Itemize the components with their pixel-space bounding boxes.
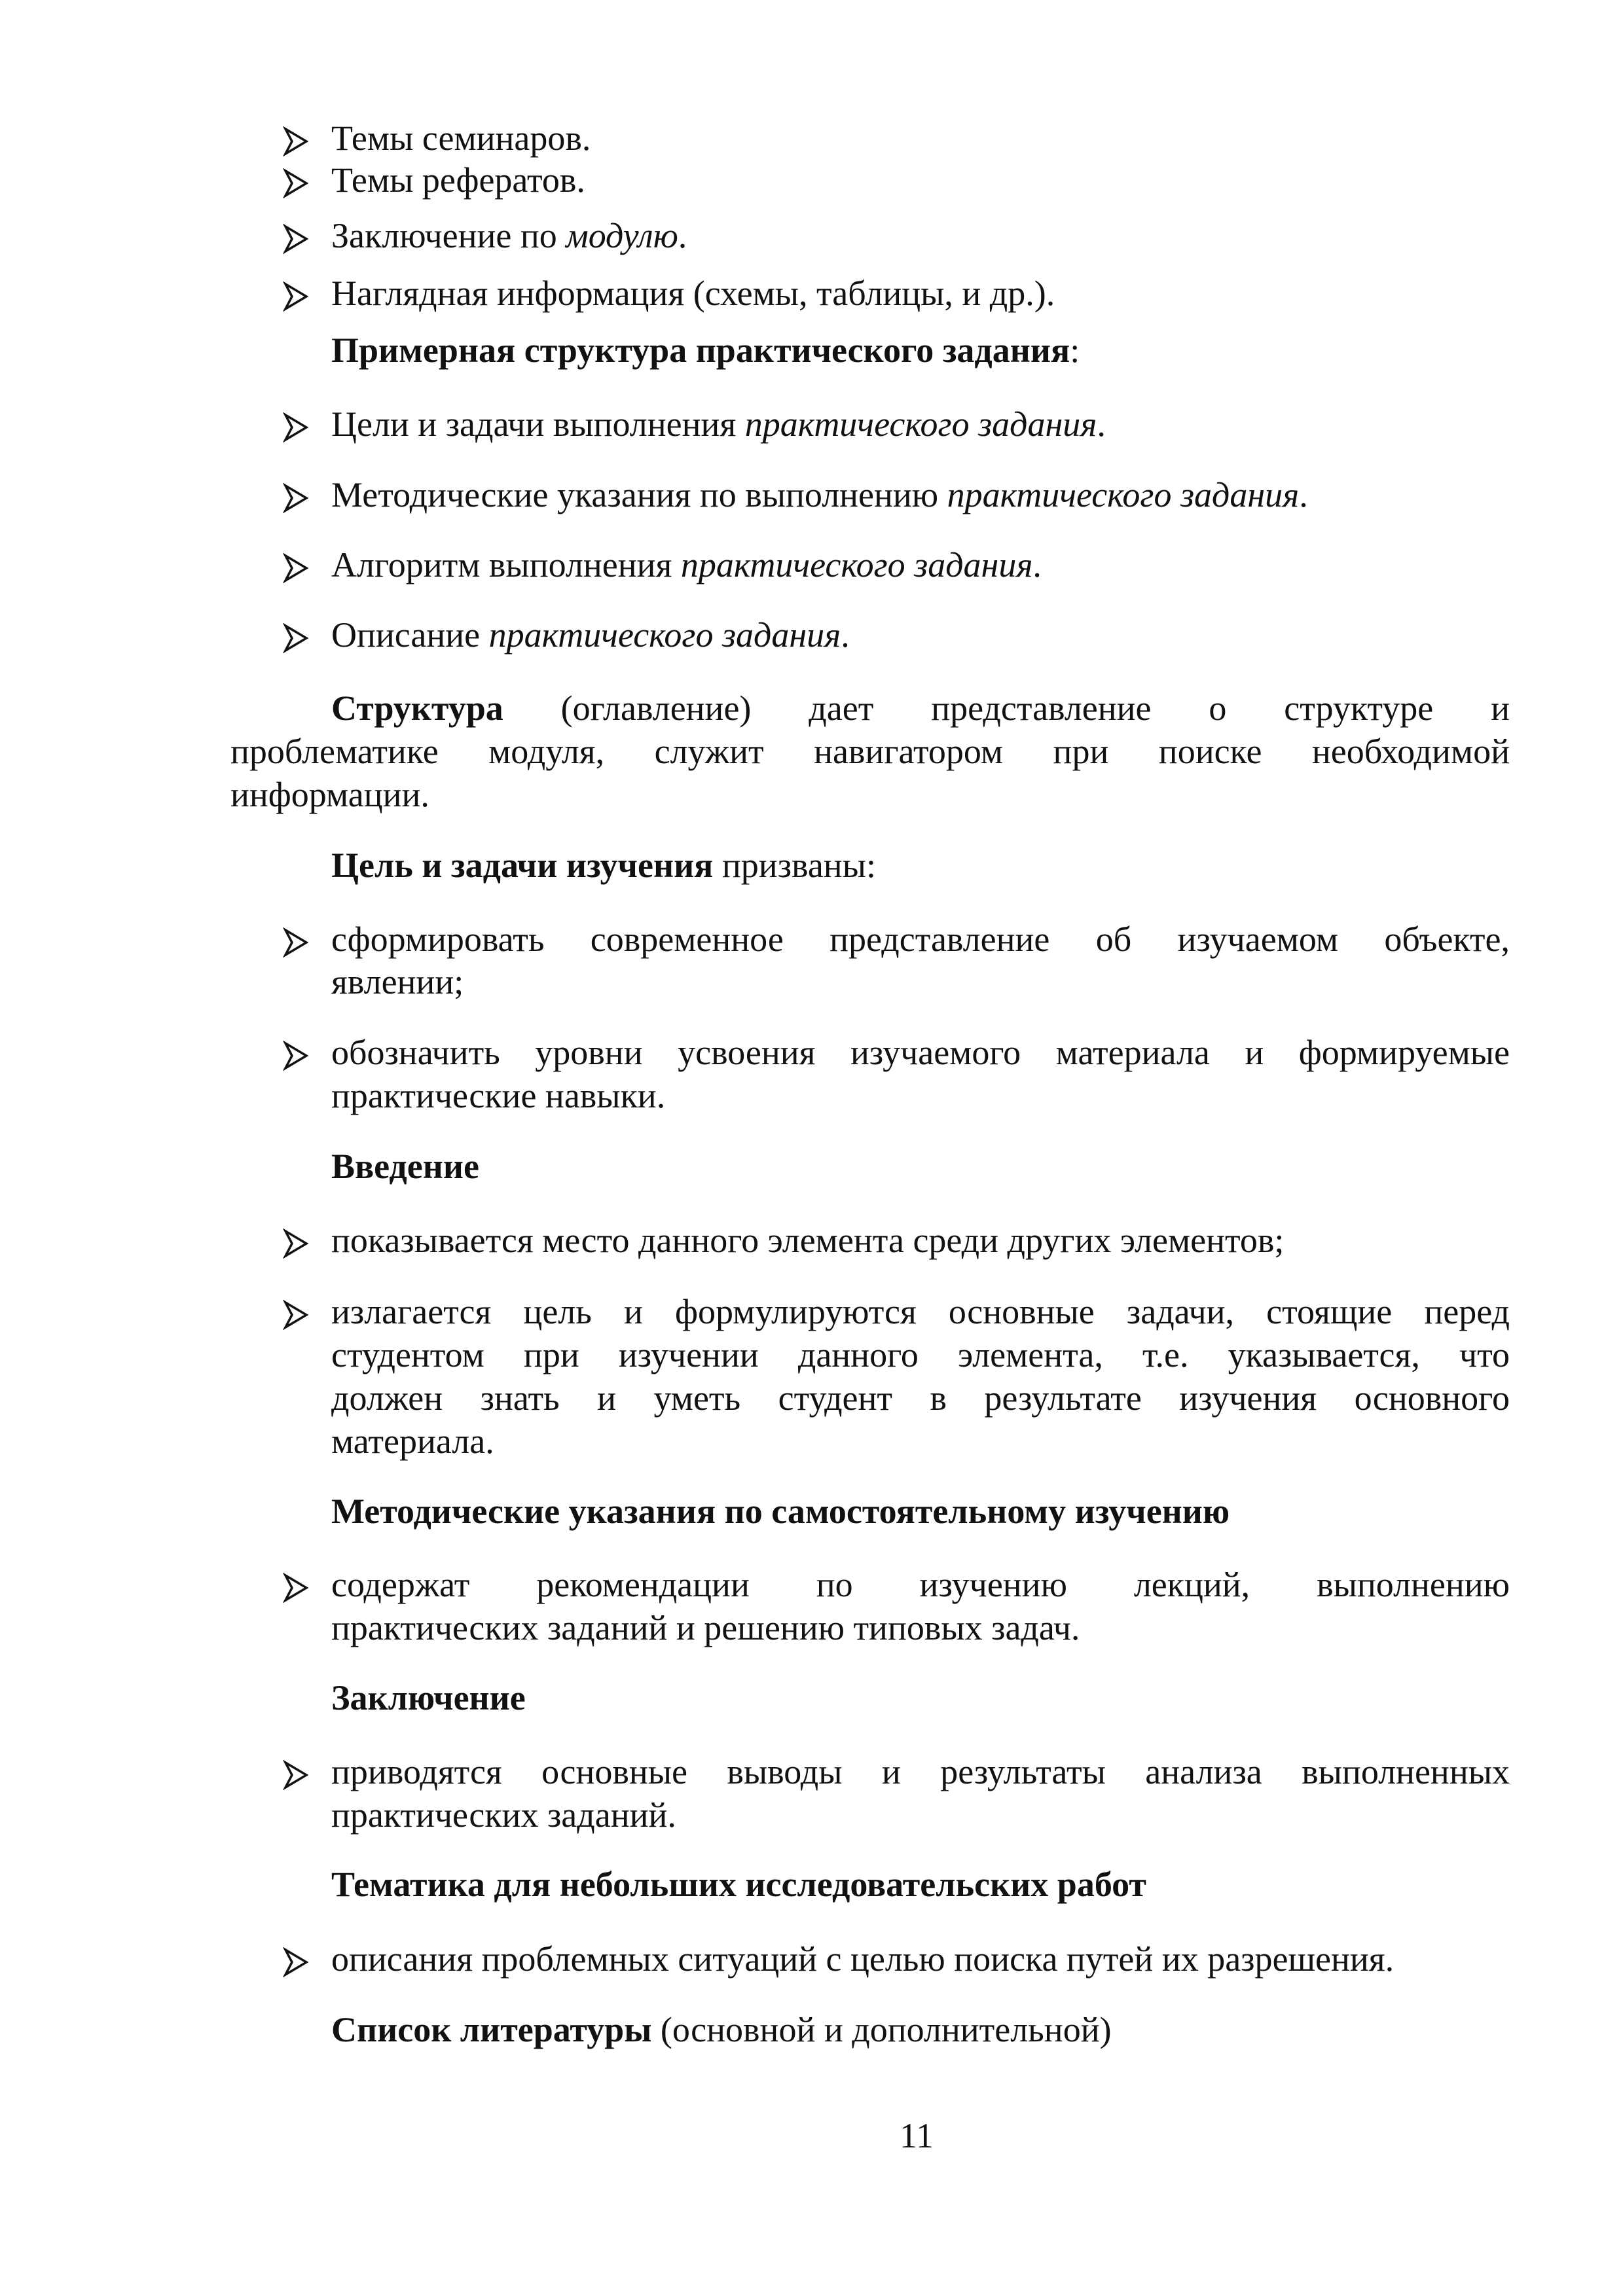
paragraph-line: проблематике модуля, служит навигатором при поиске необходимой	[230, 732, 1510, 771]
list-item: показывается место данного элемента среди других элементов;	[331, 1221, 1285, 1260]
arrow-bullet-icon	[283, 1573, 309, 1603]
list-item: Описание практического задания.	[331, 615, 850, 655]
list-item: Цели и задачи выполнения практического задания.	[331, 404, 1106, 444]
arrow-bullet-icon	[283, 1229, 309, 1259]
arrow-bullet-icon	[283, 553, 309, 583]
list-item-continuation: практических заданий.	[331, 1795, 676, 1835]
section-heading: Введение	[331, 1147, 479, 1186]
arrow-bullet-icon	[283, 1300, 309, 1330]
list-item: Темы семинаров.	[331, 118, 591, 158]
list-item: излагается цель и формулируются основные задачи, стоящие перед	[331, 1292, 1510, 1331]
paragraph-line: Структура (оглавление) дает представление о структуре и	[331, 689, 1510, 728]
page-number: 11	[900, 2116, 934, 2155]
list-item: Алгоритм выполнения практического задания.	[331, 545, 1042, 584]
list-item: Заключение по модулю.	[331, 216, 687, 255]
list-item-continuation: практических заданий и решению типовых задач.	[331, 1608, 1080, 1647]
arrow-bullet-icon	[283, 483, 309, 513]
section-heading: Заключение	[331, 1678, 526, 1717]
list-item: описания проблемных ситуаций с целью поиска путей их разрешения.	[331, 1939, 1395, 1979]
arrow-bullet-icon	[283, 224, 309, 254]
list-item: содержат рекомендации по изучению лекций, выполнению	[331, 1565, 1510, 1604]
arrow-bullet-icon	[283, 1760, 309, 1790]
list-item: Методические указания по выполнению практического задания.	[331, 475, 1308, 514]
list-item: Наглядная информация (схемы, таблицы, и др.).	[331, 274, 1055, 313]
list-item: приводятся основные выводы и результаты анализа выполненных	[331, 1752, 1510, 1791]
section-heading: Цель и задачи изучения призваны:	[331, 846, 876, 885]
list-item-continuation: должен знать и уметь студент в результате изучения основного	[331, 1378, 1510, 1418]
list-item-continuation: явлении;	[331, 962, 464, 1001]
list-item-continuation: материала.	[331, 1422, 494, 1461]
list-item-continuation: практические навыки.	[331, 1076, 666, 1115]
arrow-bullet-icon	[283, 1041, 309, 1071]
list-item: обозначить уровни усвоения изучаемого материала и формируемые	[331, 1033, 1510, 1072]
paragraph-line: информации.	[230, 775, 429, 814]
arrow-bullet-icon	[283, 412, 309, 442]
arrow-bullet-icon	[283, 927, 309, 958]
arrow-bullet-icon	[283, 281, 309, 312]
section-heading: Методические указания по самостоятельному изучению	[331, 1492, 1230, 1531]
list-item: сформировать современное представление об изучаемом объекте,	[331, 920, 1510, 959]
list-item: Темы рефератов.	[331, 160, 585, 200]
section-heading: Примерная структура практического задания:	[331, 331, 1080, 370]
arrow-bullet-icon	[283, 168, 309, 198]
arrow-bullet-icon	[283, 623, 309, 653]
section-heading: Тематика для небольших исследовательских работ	[331, 1865, 1146, 1904]
section-heading: Список литературы (основной и дополнительной)	[331, 2010, 1112, 2049]
arrow-bullet-icon	[283, 126, 309, 156]
list-item-continuation: студентом при изучении данного элемента, т.е. указывается, что	[331, 1335, 1510, 1374]
arrow-bullet-icon	[283, 1947, 309, 1977]
